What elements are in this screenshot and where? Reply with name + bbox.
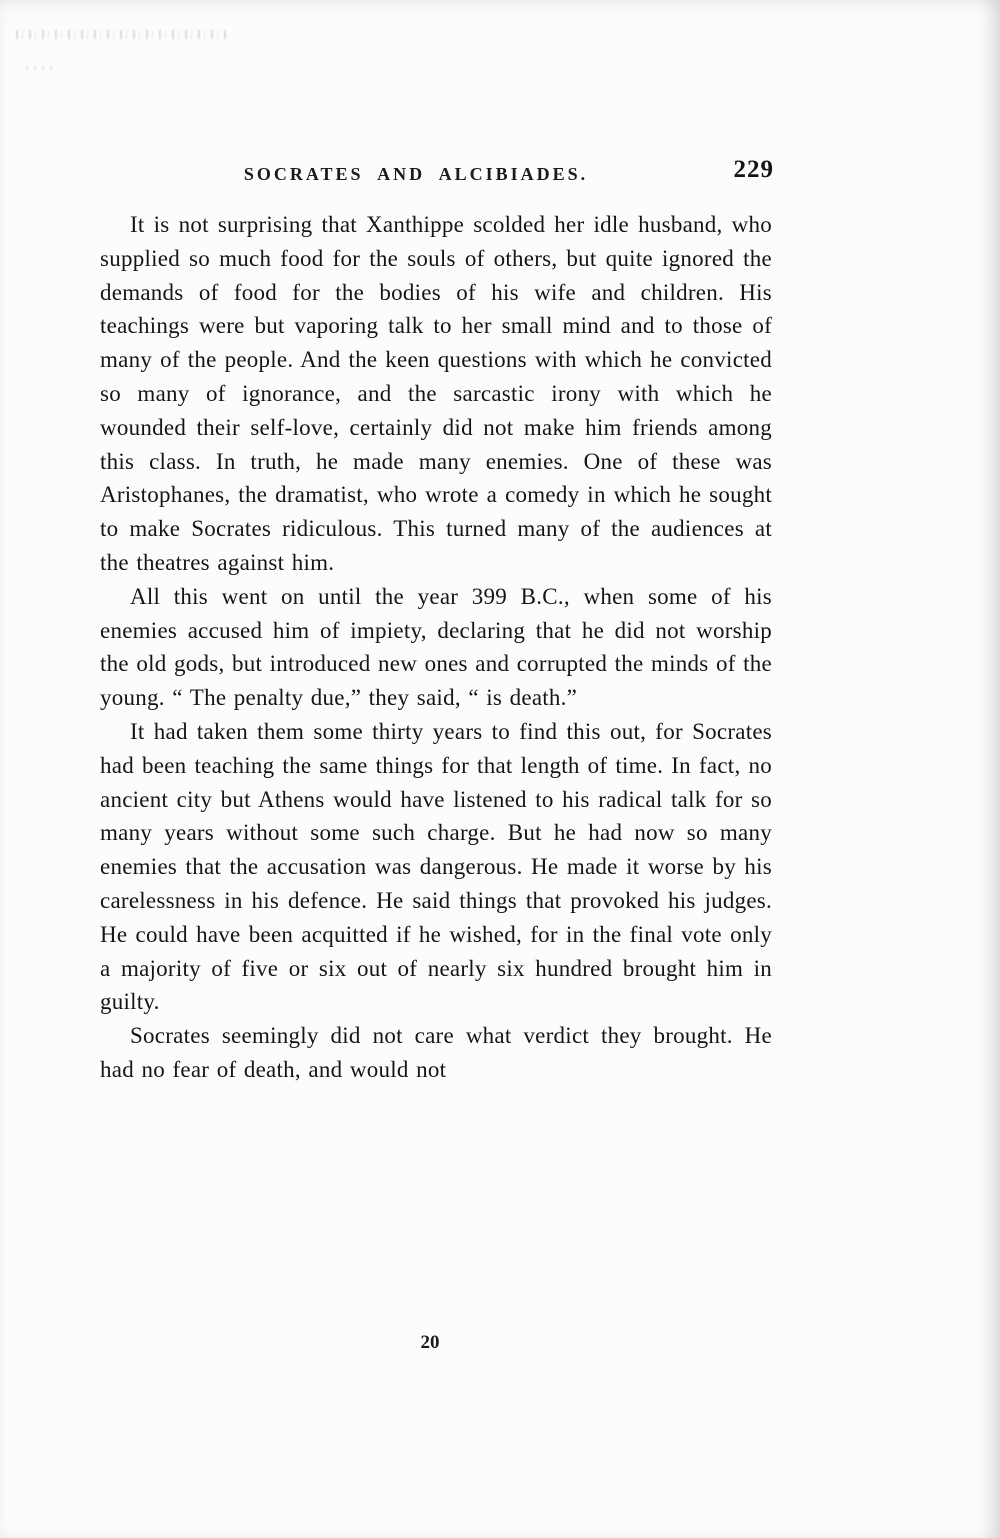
- page-number: 229: [733, 156, 774, 183]
- page-header: [100, 156, 774, 192]
- body-text: [100, 208, 772, 1087]
- paragraph: It had taken them some thirty years to find this out, for Socrates had been teaching the same things for that length of time. In fact, no ancient city but Athens would have listened to his radical talk for so many years without some such charge. But he had now so many enemies that the accusation was dangerous. He made it worse by his carelessness in his defence. He said things that provoked his judges. He could have been acquitted if he wished, for in the final vote only a majority of five or six out of nearly six hundred brought him in guilty.: [100, 718, 772, 1015]
- paragraph: It is not surprising that Xanthippe scolded her idle husband, who supplied so much food for the souls of others, but quite ignored the demands of food for the bodies of his wife and children. His teachings were but vaporing talk to her small mind and to those of many of the people. And the keen questions with which he convicted so many of ignorance, and the sarcastic irony with which he wounded their self-love, certainly did not make him friends among this class. In truth, he made many enemies. One of these was Aristophanes, the dramatist, who wrote a comedy in which he sought to make Socrates ridiculous. This turned many of the audiences at the theatres against him.: [100, 212, 772, 575]
- paragraph: All this went on until the year 399 B.C., when some of his enemies accused him of impiety, declaring that he did not worship the old gods, but introduced new ones and corrupted the minds of the young. “ The penalty due,” they said, “ is death.”: [100, 583, 772, 711]
- page-edge-shadow: [978, 0, 1000, 1538]
- scan-artifact: [16, 30, 226, 39]
- running-title: SOCRATES AND ALCIBIADES.: [243, 164, 589, 184]
- paragraph: Socrates seemingly did not care what verdict they brought. He had no fear of death, and would not: [100, 1023, 772, 1082]
- scan-artifact: [26, 66, 52, 71]
- signature-mark: 20: [420, 1332, 440, 1353]
